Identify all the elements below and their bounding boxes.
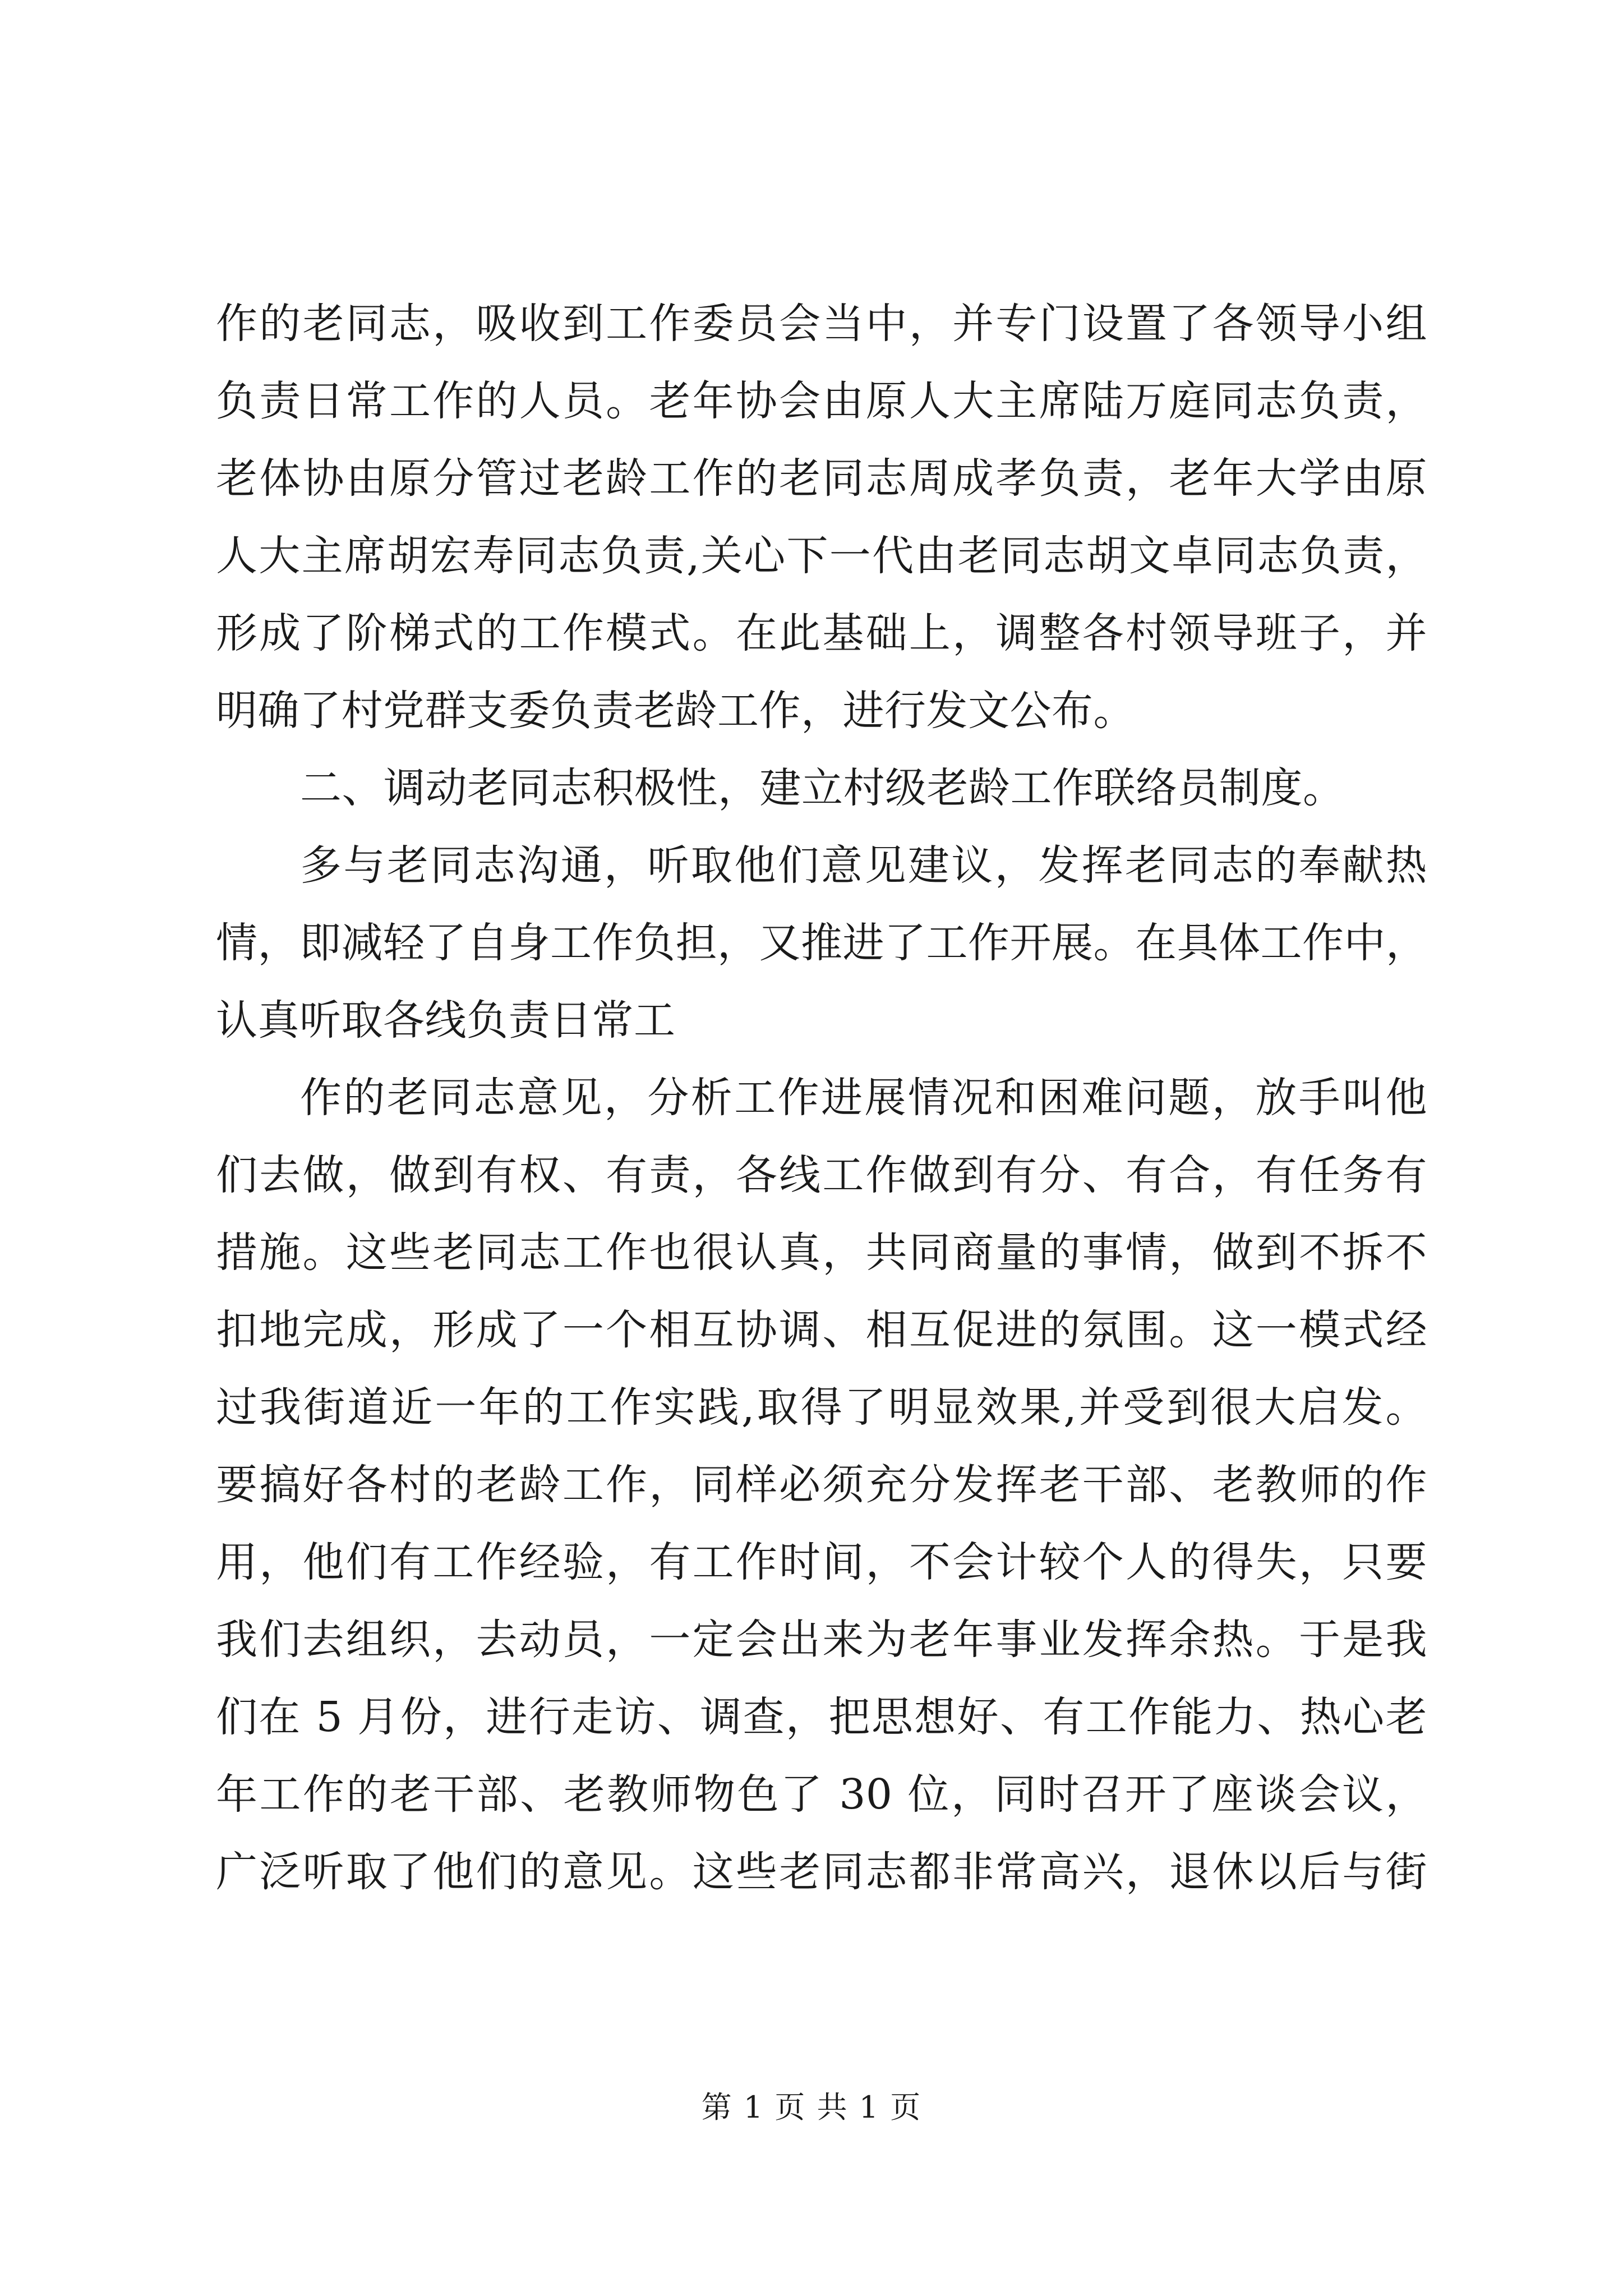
body-line-21: 广泛听取了他们的意见。这些老同志都非常高兴，退休以后与街	[216, 1848, 1427, 1896]
body-line-5: 形成了阶梯式的工作模式。在此基础上，调整各村领导班子，并	[216, 609, 1427, 657]
body-line-14: 扣地完成，形成了一个相互协调、相互促进的氛围。这一模式经	[216, 1306, 1427, 1354]
body-line-6: 明确了村党群支委负责老龄工作，进行发文公布。	[216, 687, 1135, 735]
body-line-15: 过我街道近一年的工作实践,取得了明显效果,并受到很大启发。	[216, 1383, 1427, 1432]
body-line-13: 措施。这些老同志工作也很认真，共同商量的事情，做到不拆不	[216, 1228, 1427, 1277]
body-line-2: 负责日常工作的人员。老年协会由原人大主席陆万庭同志负责，	[216, 377, 1427, 425]
section-heading: 二、调动老同志积极性，建立村级老龄工作联络员制度。	[300, 764, 1345, 812]
body-line-16: 要搞好各村的老龄工作，同样必须充分发挥老干部、老教师的作	[216, 1461, 1427, 1509]
body-line-18: 我们去组织，去动员，一定会出来为老年事业发挥余热。于是我	[216, 1616, 1427, 1664]
body-line-9: 情，即减轻了自身工作负担，又推进了工作开展。在具体工作中，	[216, 919, 1428, 967]
body-line-11: 作的老同志意见，分析工作进展情况和困难问题，放手叫他	[300, 1074, 1427, 1122]
body-line-12: 们去做，做到有权、有责，各线工作做到有分、有合，有任务有	[216, 1151, 1427, 1199]
body-line-10: 认真听取各线负责日常工	[216, 996, 676, 1045]
body-line-8: 多与老同志沟通，听取他们意见建议，发挥老同志的奉献热	[300, 841, 1427, 890]
body-line-20: 年工作的老干部、老教师物色了 30 位，同时召开了座谈会议，	[216, 1770, 1427, 1819]
body-line-3: 老体协由原分管过老龄工作的老同志周成孝负责，老年大学由原	[216, 454, 1427, 503]
body-line-17: 用，他们有工作经验，有工作时间，不会计较个人的得失，只要	[216, 1538, 1427, 1586]
page-footer: 第 1 页 共 1 页	[701, 2090, 922, 2125]
body-line-19: 们在 5 月份，进行走访、调查，把思想好、有工作能力、热心老	[216, 1693, 1427, 1741]
body-line-4: 人大主席胡宏寿同志负责,关心下一代由老同志胡文卓同志负责，	[216, 532, 1427, 580]
body-line-1: 作的老同志，吸收到工作委员会当中，并专门设置了各领导小组	[216, 300, 1427, 348]
